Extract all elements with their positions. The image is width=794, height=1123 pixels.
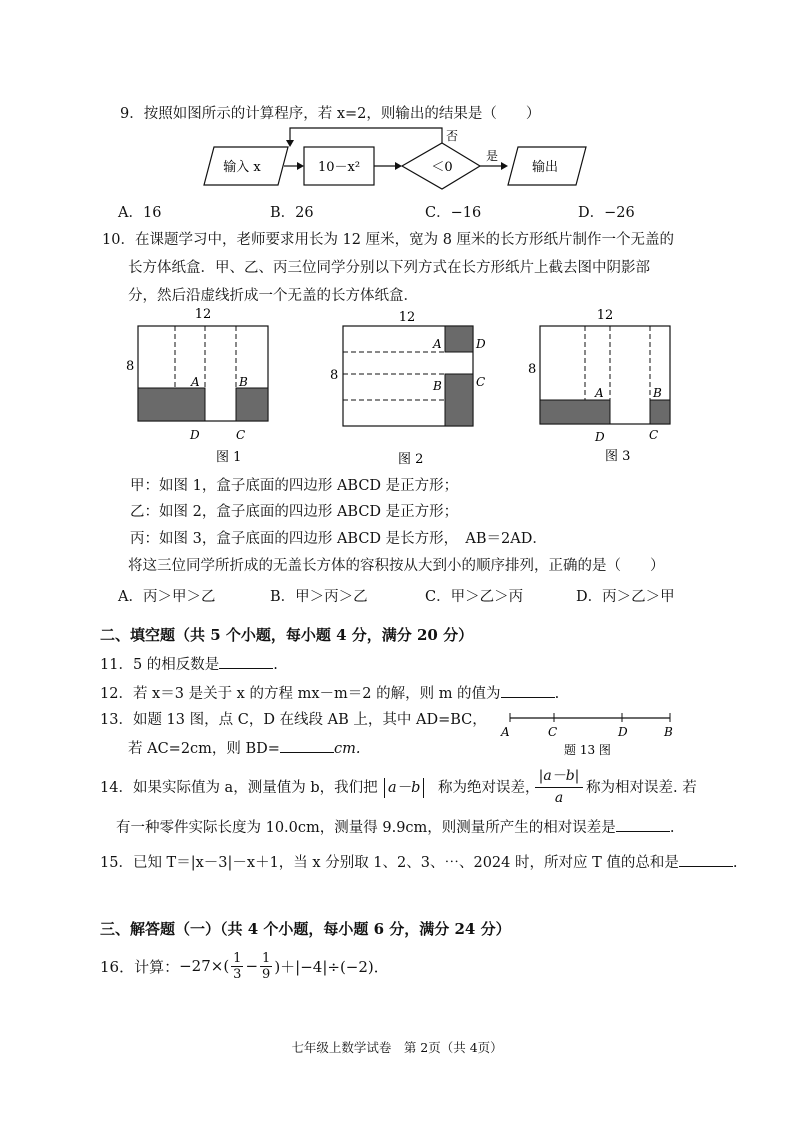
q10-line3: 分，然后沿虚线折成一个无盖的长方体纸盒．	[128, 288, 418, 304]
q14-line1b: 称为绝对误差，	[438, 780, 540, 796]
svg-text:B: B	[433, 379, 442, 393]
q9-stem: 9．按照如图所示的计算程序，若 x=2，则输出的结果是（ ）	[120, 106, 541, 122]
q13-line2: 若 AC=2cm，则 BD= cm.	[128, 738, 360, 759]
q15: 15．已知 T＝|x－3|－x＋1，当 x 分别取 1、2、3、⋯、2024 时，所对应 T 值的总和是 .	[100, 852, 738, 873]
svg-text:D: D	[595, 430, 605, 444]
svg-text:C: C	[476, 375, 486, 389]
q9-flowchart	[200, 124, 600, 194]
flow-input-text: 输入 x	[223, 160, 261, 175]
q15-text: 15．已知 T＝|x－3|－x＋1，当 x 分别取 1、2、3、⋯、2024 时，所对应 T 值的总和是	[100, 855, 679, 871]
q16-label: 16．计算：	[100, 957, 180, 976]
section-3-heading: 三、解答题（一）（共 4 个小题，每小题 6 分，满分 24 分）	[100, 920, 511, 938]
q10-figure-2	[325, 306, 495, 466]
svg-text:12: 12	[194, 307, 212, 322]
svg-text:C: C	[649, 428, 659, 442]
q9-option-b: B．26	[270, 205, 314, 221]
svg-text:A: A	[433, 337, 442, 351]
q14-abs-expr: a－b	[384, 778, 424, 798]
q10-option-a: A．丙＞甲＞乙	[118, 589, 216, 605]
q13-segment-figure	[498, 706, 688, 760]
figure-2-caption: 图 2	[398, 452, 424, 466]
svg-text:8: 8	[126, 359, 135, 374]
q14-line2: 有一种零件实际长度为 10.0cm，测量得 9.9cm，则测量所产生的相对误差是 .	[116, 817, 674, 838]
q10-ask: 将这三位同学所折成的无盖长方体的容积按从大到小的顺序排列，正确的是（ ）	[128, 558, 665, 574]
q9-option-a: A．16	[118, 205, 162, 221]
svg-text:D: D	[618, 725, 628, 739]
figure-1-caption: 图 1	[216, 450, 242, 464]
q9-option-c: C．−16	[425, 205, 482, 221]
q10-line1: 10．在课题学习中，老师要求用长为 12 厘米，宽为 8 厘米的长方形纸片制作一个无盖的	[102, 232, 675, 248]
q11-answer-blank[interactable]	[219, 654, 273, 669]
svg-text:D: D	[190, 428, 200, 442]
figure-3-caption: 图 3	[605, 449, 631, 464]
svg-text:B: B	[664, 725, 673, 739]
svg-text:B: B	[653, 386, 662, 400]
q10-statement-yi: 乙：如图 2，盒子底面的四边形 ABCD 是正方形；	[130, 504, 459, 520]
flow-no-label: 否	[446, 129, 459, 143]
q14-answer-blank[interactable]	[616, 817, 670, 832]
q10-option-b: B．甲＞丙＞乙	[270, 589, 368, 605]
flow-process-text: 10－x²	[317, 160, 361, 175]
q13-answer-blank[interactable]	[280, 738, 334, 753]
q16-fraction-1: 1 3	[233, 950, 242, 982]
q9-option-d: D．−26	[578, 205, 635, 221]
q12-text: 12．若 x＝3 是关于 x 的方程 mx－m＝2 的解，则 m 的值为	[100, 686, 501, 702]
svg-text:A: A	[191, 375, 200, 389]
q16: 16．计算： −27×( 1 3 − $\frac{1}{9}$ )＋|−4|÷(−2)．	[100, 950, 389, 982]
svg-text:12: 12	[398, 310, 416, 325]
section-2-heading: 二、填空题（共 5 个小题，每小题 4 分，满分 20 分）	[100, 626, 474, 644]
q10-option-d: D．丙＞乙＞甲	[576, 589, 675, 605]
flow-output-text: 输出	[531, 160, 559, 175]
q16-fraction-2: $\frac{1}{9}$	[262, 950, 271, 982]
q12-answer-blank[interactable]	[501, 683, 555, 698]
svg-text:C: C	[236, 428, 246, 442]
svg-text:8: 8	[330, 368, 339, 383]
q11-text: 11．5 的相反数是	[100, 657, 220, 673]
q12: 12．若 x＝3 是关于 x 的方程 mx－m＝2 的解，则 m 的值为 .	[100, 683, 559, 704]
svg-text:8: 8	[528, 362, 537, 377]
q14-line1c: 称为相对误差. 若	[586, 780, 697, 796]
q11: 11．5 的相反数是 .	[100, 654, 278, 675]
q15-answer-blank[interactable]	[679, 852, 733, 867]
q13-figure-caption: 题 13 图	[564, 743, 611, 757]
flow-decision-text: ＜0	[431, 160, 453, 175]
svg-text:B: B	[239, 375, 248, 389]
q13-line1: 13．如题 13 图，点 C，D 在线段 AB 上，其中 AD=BC，	[100, 712, 487, 728]
svg-text:A: A	[595, 386, 604, 400]
q10-figure-1	[120, 306, 280, 464]
svg-text:C: C	[548, 725, 558, 739]
svg-text:D: D	[476, 337, 486, 351]
svg-text:12: 12	[596, 308, 614, 323]
page-footer: 七年级上数学试卷 第 2页（共 4页）	[291, 1040, 503, 1055]
q10-statement-bing: 丙：如图 3，盒子底面的四边形 ABCD 是长方形， AB＝2AD．	[130, 531, 547, 547]
q10-statement-jia: 甲：如图 1，盒子底面的四边形 ABCD 是正方形；	[130, 478, 459, 494]
flow-yes-label: 是	[486, 149, 499, 163]
q10-line2: 长方体纸盒．甲、乙、丙三位同学分别以下列方式在长方形纸片上截去图中阴影部	[128, 260, 650, 276]
q14-line1a: 14．如果实际值为 a，测量值为 b，我们把	[100, 780, 378, 796]
q10-option-c: C．甲＞乙＞丙	[425, 589, 524, 605]
svg-text:A: A	[501, 725, 510, 739]
q10-figure-3	[525, 306, 685, 464]
flow-loop-arrow	[290, 128, 442, 143]
q14-fraction: |a－b| a	[535, 765, 583, 806]
